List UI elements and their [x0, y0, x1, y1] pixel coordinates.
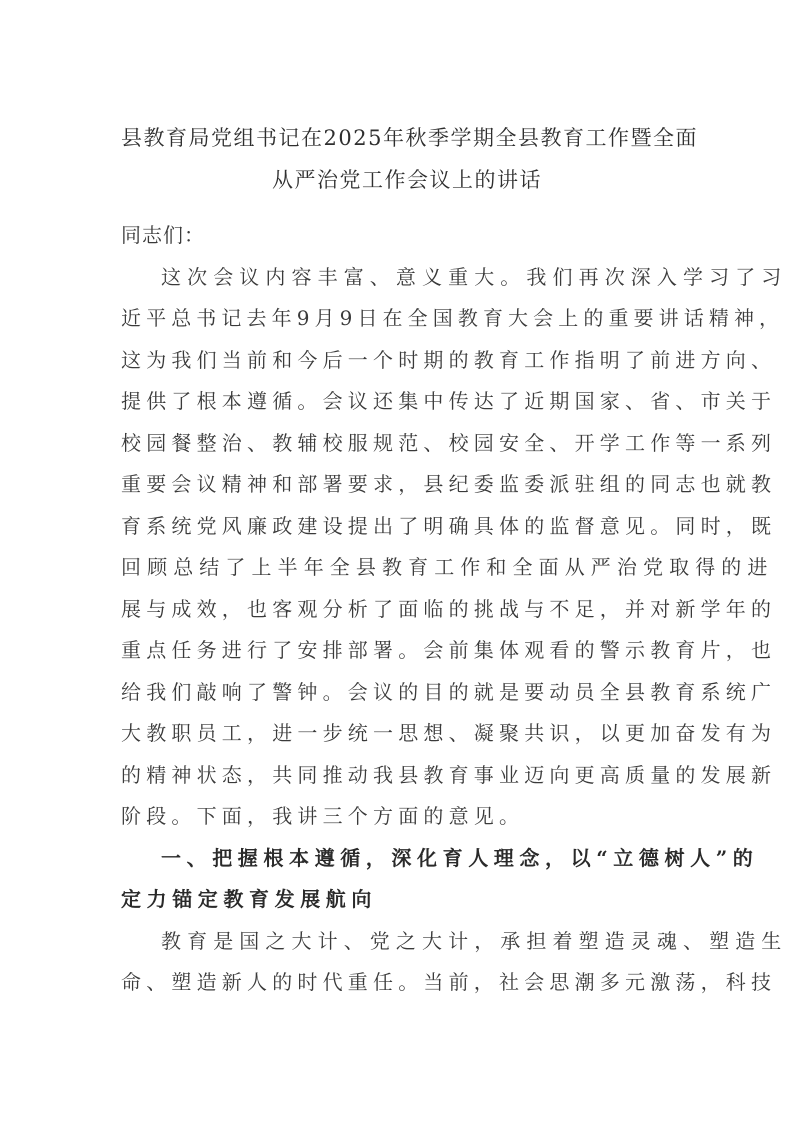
paragraph-line: 回顾总结了上半年全县教育工作和全面从严治党取得的进	[121, 555, 774, 579]
paragraph-line: 展与成效，也客观分析了面临的挑战与不足，并对新学年的	[121, 596, 777, 621]
paragraph-line: 重要会议精神和部署要求，县纪委监委派驻组的同志也就教	[121, 472, 777, 496]
paragraph-line: 给我们敲响了警钟。会议的目的就是要动员全县教育系统广	[121, 679, 777, 704]
paragraph-line: 近平总书记去年9月9日在全国教育大会上的重要讲话精神，	[121, 306, 785, 330]
document-body	[121, 118, 788, 1004]
paragraph-line: 这次会议内容丰富、意义重大。我们再次深入学习了习	[161, 264, 788, 289]
paragraph-line: 重点任务进行了安排部署。会前集体观看的警示教育片，也	[121, 638, 777, 662]
heading-line: 一、把握根本遵循，深化育人理念，以“立德树人”的	[161, 845, 759, 870]
document-title	[121, 118, 698, 201]
paragraph-line: 校园餐整治、教辅校服规范、校园安全、开学工作等一系列	[121, 430, 777, 455]
title-line-2: 从严治党工作会议上的讲话	[272, 167, 542, 192]
opening-paragraph	[121, 257, 788, 838]
paragraph-line: 大教职员工，进一步统一思想、凝聚共识，以更加奋发有为	[121, 721, 777, 745]
paragraph-line: 阶段。下面，我讲三个方面的意见。	[121, 804, 525, 828]
paragraph-line: 的精神状态，共同推动我县教育事业迈向更高质量的发展新	[121, 762, 777, 787]
salutation: 同志们：	[121, 223, 205, 247]
section-1-paragraph	[121, 921, 788, 1004]
paragraph-line: 教育是国之大计、党之大计，承担着塑造灵魂、塑造生	[161, 928, 788, 953]
paragraph-line: 育系统党风廉政建设提出了明确具体的监督意见。同时，既	[121, 513, 777, 538]
paragraph-line: 这为我们当前和今后一个时期的教育工作指明了前进方向、	[121, 347, 777, 372]
title-line-1: 县教育局党组书记在2025年秋季学期全县教育工作暨全面	[121, 126, 698, 150]
heading-line: 定力锚定教育发展航向	[121, 887, 377, 911]
section-heading-1	[121, 838, 759, 921]
paragraph-line: 命、塑造新人的时代重任。当前，社会思潮多元激荡，科技	[121, 970, 777, 994]
paragraph-line: 提供了根本遵循。会议还集中传达了近期国家、省、市关于	[121, 389, 777, 413]
